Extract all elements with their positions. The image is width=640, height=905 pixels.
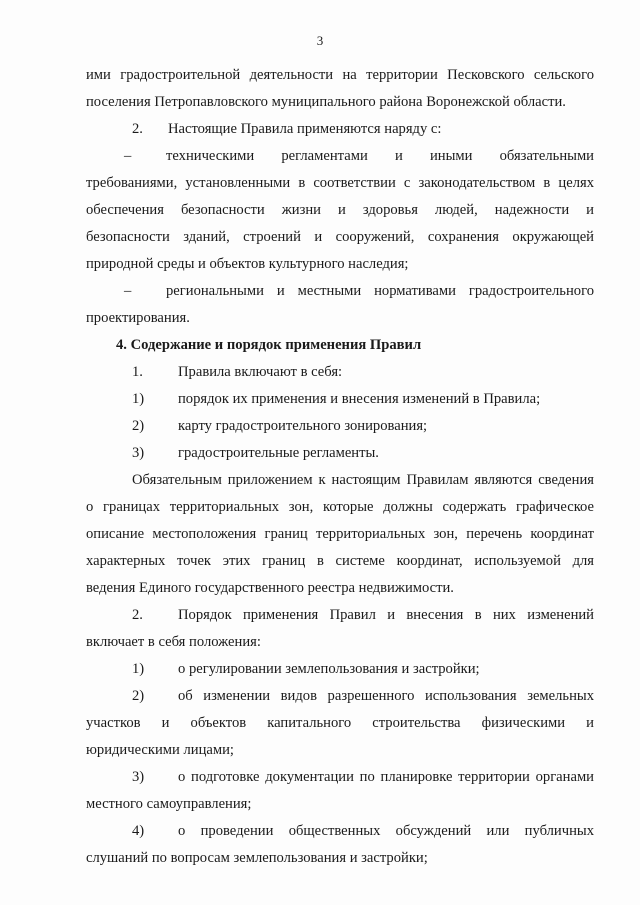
list-item (86, 818, 594, 845)
text-line: требованиями, установленными в соответствии с законодательством в целях (86, 175, 594, 191)
list-item (86, 440, 594, 467)
list-item (86, 764, 594, 791)
text-line: проектирования. (86, 310, 190, 326)
text-line: участков и объектов капитального строительства физическими и (86, 715, 594, 731)
clause-text: Правила включают в себя: (178, 364, 343, 380)
document-body (86, 62, 594, 872)
clause-number: 2. (132, 121, 143, 137)
text-line: ведения Единого государственного реестра недвижимости. (86, 580, 454, 596)
text-line: обеспечения безопасности жизни и здоровья людей, надежности и (86, 202, 594, 218)
text-line: природной среды и объектов культурного наследия; (86, 256, 409, 272)
text-line: местного самоуправления; (86, 796, 252, 812)
clause-text: Порядок применения Правил и внесения в них изменений (178, 607, 594, 623)
text-line: поселения Петропавловского муниципального района Воронежской области. (86, 94, 566, 110)
clause-2 (86, 116, 594, 143)
text-line: характерных точек этих границ в системе координат, используемой для (86, 553, 594, 569)
clause-number: 2. (132, 607, 143, 623)
list-item (86, 386, 594, 413)
list-item (86, 656, 594, 683)
page-number: 3 (316, 33, 324, 48)
dash-mark: – (124, 148, 132, 164)
item-text: о подготовке документации по планировке территории органами (178, 769, 594, 785)
item-number: 3) (132, 769, 145, 785)
text-line: слушаний по вопросам землепользования и застройки; (86, 850, 428, 866)
item-number: 1) (132, 661, 145, 677)
item-text: карту градостроительного зонирования; (178, 418, 428, 434)
dash-mark: – (124, 283, 132, 299)
list-item (86, 413, 594, 440)
item-number: 3) (132, 445, 145, 461)
item-number: 2) (132, 418, 145, 434)
clause-2b (86, 602, 594, 629)
item-text: об изменении видов разрешенного использования земельных (178, 688, 594, 704)
item-number: 4) (132, 823, 145, 839)
item-text: порядок их применения и внесения изменений в Правила; (178, 391, 541, 407)
section-heading: 4. Содержание и порядок применения Правил (116, 337, 422, 353)
dash-text: региональными и местными нормативами градостроительного (166, 283, 594, 299)
item-text: о проведении общественных обсуждений или публичных (178, 823, 594, 839)
text-line: ими градостроительной деятельности на территории Песковского сельского (86, 67, 594, 83)
item-number: 2) (132, 688, 145, 704)
clause-text: Настоящие Правила применяются наряду с: (168, 121, 442, 137)
text-line: безопасности зданий, строений и сооружений, сохранения окружающей (86, 229, 594, 245)
clause-1 (86, 359, 594, 386)
list-item (86, 683, 594, 710)
clause-number: 1. (132, 364, 143, 380)
text-line: юридическими лицами; (86, 742, 234, 758)
text-line: Обязательным приложением к настоящим Правилам являются сведения (132, 472, 594, 488)
text-line: описание местоположения границ территориальных зон, перечень координат (86, 526, 594, 542)
dash-item-1 (86, 143, 594, 170)
item-number: 1) (132, 391, 145, 407)
text-line: о границах территориальных зон, которые должны содержать графическое (86, 499, 594, 515)
item-text: градостроительные регламенты. (178, 445, 379, 461)
dash-item-2 (86, 278, 594, 305)
dash-text: техническими регламентами и иными обязательными (166, 148, 594, 164)
text-line: включает в себя положения: (86, 634, 261, 650)
item-text: о регулировании землепользования и застройки; (178, 661, 480, 677)
